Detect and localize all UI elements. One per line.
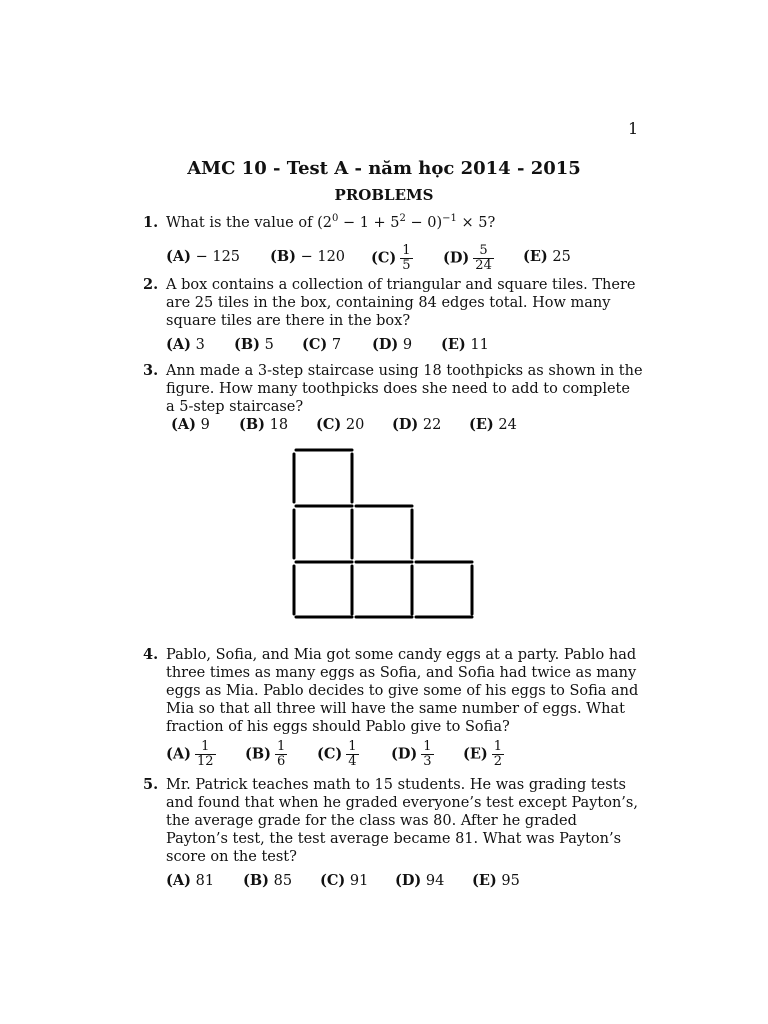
choice-c[interactable]: (C) 7 bbox=[302, 336, 342, 353]
choice-c[interactable]: (C) $\frac{1}{4}$ bbox=[317, 739, 357, 769]
fraction: $\frac{1}{3}$ bbox=[423, 739, 432, 769]
answer-choices bbox=[166, 336, 643, 360]
problem-3 bbox=[143, 362, 643, 440]
choice-b[interactable]: (B) 18 bbox=[239, 416, 289, 433]
problem-number: 5. bbox=[143, 776, 159, 793]
fraction: $\frac{5}{24}$ bbox=[475, 243, 492, 273]
choice-b[interactable]: (B) $\frac{1}{6}$ bbox=[245, 739, 286, 769]
choice-a[interactable]: (A) $\frac{1}{12}$ bbox=[166, 739, 214, 769]
choice-d[interactable]: (D) 9 bbox=[372, 336, 413, 353]
problem-text: Ann made a 3-step staircase using 18 toothpicks as shown in the figure. How many toothpicks does she need to add to complete a 5-step staircase? bbox=[166, 363, 643, 415]
answer-choices bbox=[166, 244, 643, 274]
choice-a[interactable]: (A) 9 bbox=[171, 416, 210, 433]
problem-text: What is the value of $(2^0 - 1 + 5^2 - 0)^{-1} \times 5$? bbox=[166, 213, 496, 231]
problem-number: 4. bbox=[143, 646, 159, 663]
answer-choices bbox=[171, 416, 643, 440]
problem-number: 3. bbox=[143, 362, 159, 379]
choice-d[interactable]: (D) 22 bbox=[392, 416, 442, 433]
problem-number: 2. bbox=[143, 276, 159, 293]
problem-1 bbox=[143, 214, 643, 274]
fraction: $\frac{1}{2}$ bbox=[493, 739, 503, 769]
problem-number: 1. bbox=[143, 214, 159, 231]
choice-c[interactable]: (C) 20 bbox=[316, 416, 365, 433]
answer-choices bbox=[166, 740, 643, 772]
choice-d[interactable]: (D) $\frac{5}{24}$ bbox=[443, 243, 492, 273]
choice-d[interactable]: (D) 94 bbox=[395, 872, 445, 889]
section-heading: PROBLEMS bbox=[334, 186, 434, 204]
problem-text: Mr. Patrick teaches math to 15 students. He was grading tests and found that when he graded everyone’s test except Payton’s, the average grade for the class was 80. After he graded Payton’s test, the test average became 81. What was Payton’s score on the test? bbox=[166, 777, 638, 865]
fraction: $\frac{1}{5}$ bbox=[402, 243, 411, 273]
fraction: $\frac{1}{4}$ bbox=[348, 739, 357, 769]
choice-b[interactable]: (B) − 120 bbox=[270, 248, 346, 265]
page-number: 1 bbox=[628, 119, 639, 138]
choice-a[interactable]: (A) 81 bbox=[166, 872, 215, 889]
page-title: AMC 10 - Test A - năm học 2014 - 2015 bbox=[187, 158, 581, 179]
choice-a[interactable]: (A) 3 bbox=[166, 336, 205, 353]
problem-text: A box contains a collection of triangular and square tiles. There are 25 tiles in the box, containing 84 edges total. How many square tiles are there in the box? bbox=[166, 277, 636, 329]
choice-c[interactable]: (C) $\frac{1}{5}$ bbox=[371, 243, 411, 273]
problem-text: Pablo, Sofia, and Mia got some candy eggs at a party. Pablo had three times as many eggs as Sofia, and Sofia had twice as many eggs as Mia. Pablo decides to give some of his eggs to Sofia and Mia so that all three will have the same number of eggs. What fraction of his eggs should Pablo give to Sofia? bbox=[166, 647, 639, 735]
choice-e[interactable]: (E) 25 bbox=[523, 248, 571, 265]
answer-choices bbox=[166, 872, 643, 896]
problem-5 bbox=[143, 776, 643, 896]
problem-2 bbox=[143, 276, 643, 360]
choice-d[interactable]: (D) $\frac{1}{3}$ bbox=[391, 739, 432, 769]
choice-e[interactable]: (E) 24 bbox=[469, 416, 517, 433]
fraction: $\frac{1}{6}$ bbox=[276, 739, 286, 769]
choice-e[interactable]: (E) 11 bbox=[441, 336, 489, 353]
staircase-figure bbox=[280, 440, 480, 620]
choice-e[interactable]: (E) $\frac{1}{2}$ bbox=[463, 739, 503, 769]
choice-b[interactable]: (B) 85 bbox=[243, 872, 293, 889]
choice-c[interactable]: (C) 91 bbox=[320, 872, 369, 889]
fraction: $\frac{1}{12}$ bbox=[196, 739, 214, 769]
problem-4 bbox=[143, 646, 643, 772]
choice-b[interactable]: (B) 5 bbox=[234, 336, 274, 353]
choice-e[interactable]: (E) 95 bbox=[472, 872, 520, 889]
choice-a[interactable]: (A) − 125 bbox=[166, 248, 241, 265]
